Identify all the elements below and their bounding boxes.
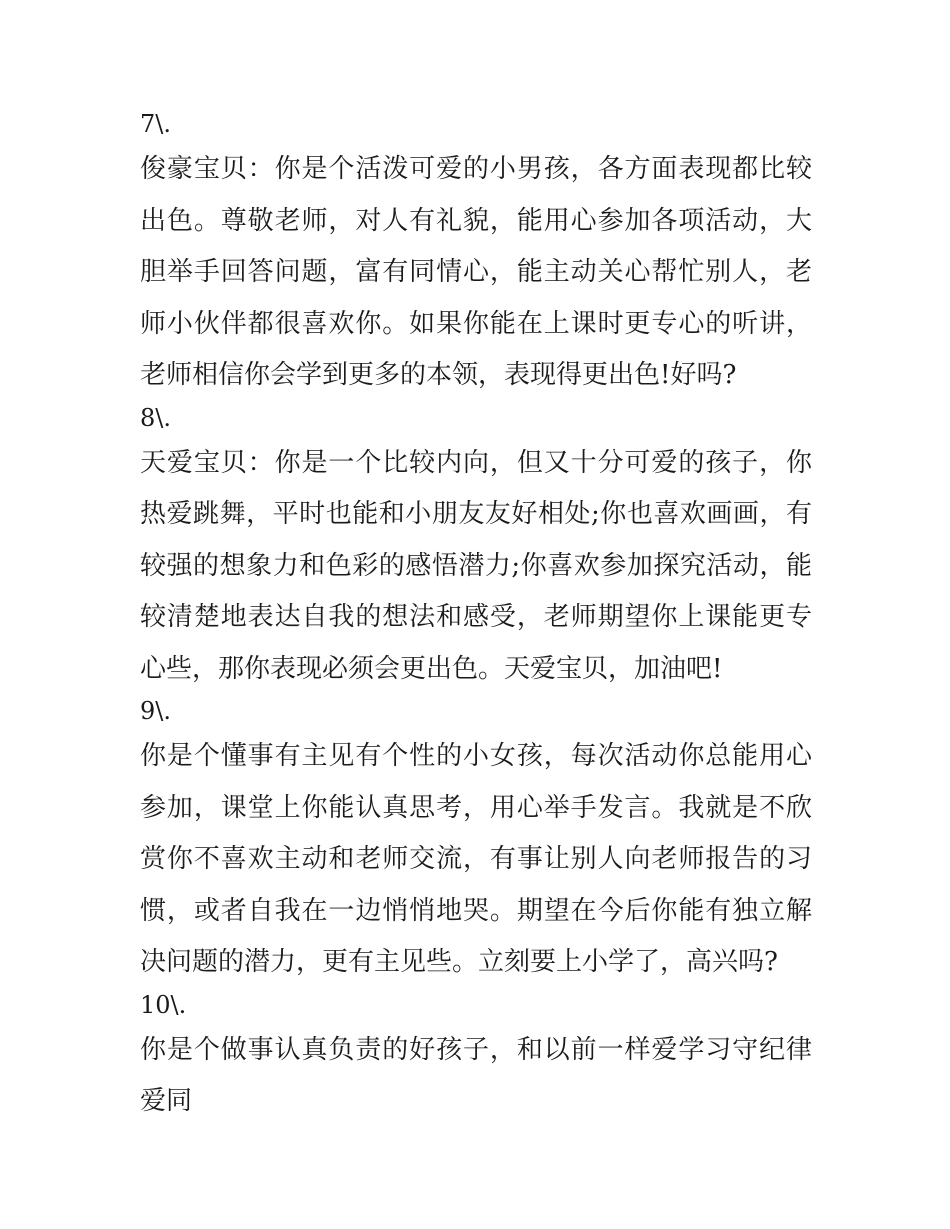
- entry-text: 你是个做事认真负责的好孩子，和以前一样爱学习守纪律爱同: [140, 1034, 812, 1116]
- entry-8: [140, 402, 812, 696]
- document-page: [140, 108, 812, 1128]
- entry-7: [140, 108, 812, 402]
- entry-9: [140, 695, 812, 989]
- entry-text: 你是个懂事有主见有个性的小女孩，每次活动你总能用心参加，课堂上你能认真思考，用心举手发言。我就是不欣赏你不喜欢主动和老师交流，有事让别人向老师报告的习惯，或者自我在一边悄悄地哭。期望在今后你能有独立解决问题的潜力，更有主见些。立刻要上小学了，高兴吗?: [140, 741, 812, 977]
- entry-number: 7\.: [140, 110, 171, 138]
- entry-number: 8\.: [140, 403, 171, 432]
- entry-10: [140, 989, 812, 1128]
- entry-text: 天爱宝贝：你是一个比较内向，但又十分可爱的孩子，你热爱跳舞，平时也能和小朋友友好相处;你也喜欢画画，有较强的想象力和色彩的感悟潜力;你喜欢参加探究活动，能较清楚地表达自我的想法和感受，老师期望你上课能更专心些，那你表现必须会更出色。天爱宝贝，加油吧!: [140, 447, 812, 684]
- entry-text: 俊豪宝贝：你是个活泼可爱的小男孩，各方面表现都比较出色。尊敬老师，对人有礼貌，能用心参加各项活动，大胆举手回答问题，富有同情心，能主动关心帮忙别人，老师小伙伴都很喜欢你。如果你能在上课时更专心的听讲，老师相信你会学到更多的本领，表现得更出色!好吗?: [140, 154, 812, 390]
- entry-number: 9\.: [140, 697, 171, 725]
- entry-number: 10\.: [140, 990, 187, 1019]
